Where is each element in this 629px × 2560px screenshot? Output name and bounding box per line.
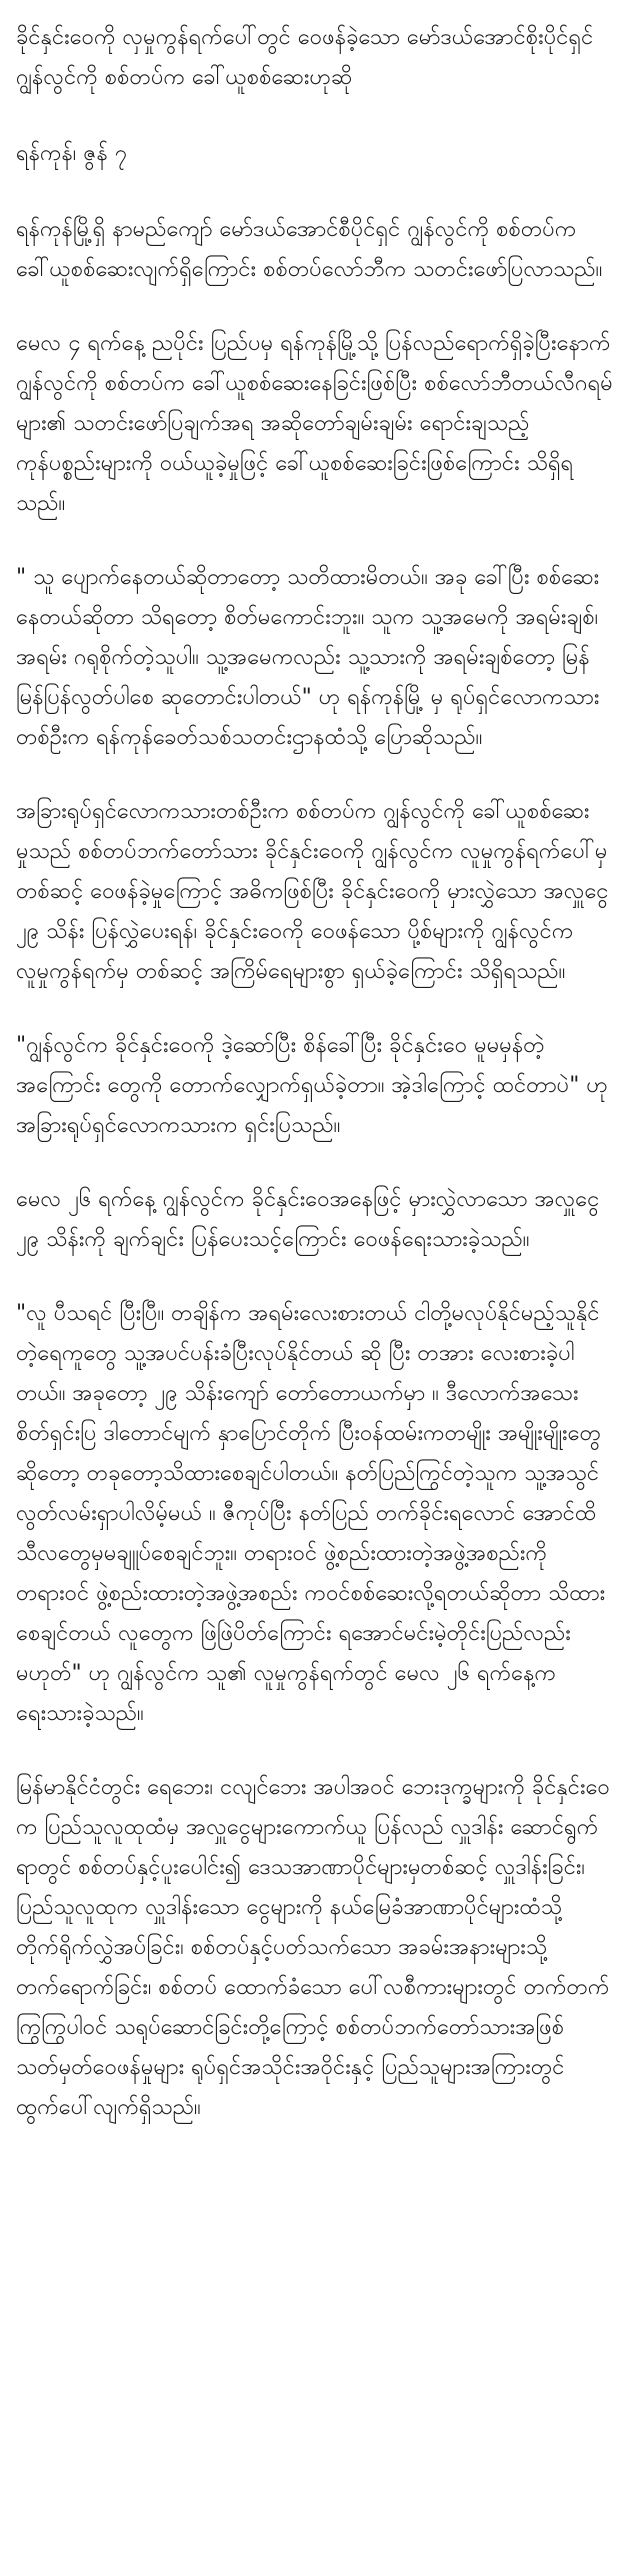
article-paragraph: " သူ ပျောက်နေတယ်ဆိုတာတော့ သတိထားမိတယ်။ အခု ခေါ်ပြီး စစ်ဆေးနေတယ်ဆိုတာ သိရတော့ စိတ်မကောင်းဘူး။ သူက သူ့အမေကို အရမ်းချစ်၊ အရမ်း ဂရုစိုက်တဲ့သူပါ။ သူ့အမေကလည်း သူ့သားကို အရမ်းချစ်တော့ မြန်မြန်ပြန်လွတ်ပါစေ ဆုတောင်းပါတယ်" ဟု ရန်ကုန်မြို့ မှ ရုပ်ရှင်လောကသားတစ်ဦးက ရန်ကုန်ခေတ်သစ်သတင်းဌာနထံသို့ ပြောဆိုသည်။ xyxy=(16,565,600,750)
article-paragraph: မြန်မာနိုင်ငံတွင်း ရေဘေး၊ ငလျင်ဘေး အပါအဝင် ဘေးဒုက္ခများကို ခိုင်နှင်းဝေ က ပြည်သူလူထုထံမှ အလှူငွေများကောက်ယူ ပြန်လည် လှူဒါန်း ဆောင်ရွက်ရာတွင် စစ်တပ်နှင့်ပူးပေါင်း၍ ဒေသအာဏာပိုင်များမှတစ်ဆင့် လှူဒါန်းခြင်း၊ ပြည်သူလူထုက လှူဒါန်းသော ငွေများကို နယ်မြေခံအာဏာပိုင်များထံသို့ တိုက်ရိုက်လွှဲအပ်ခြင်း၊ စစ်တပ်နှင့်ပတ်သက်သော အခမ်းအနားများသို့ တက်ရောက်ခြင်း၊ စစ်တပ် ထောက်ခံသော ပေါ်လစီကားများတွင် တက်တက်ကြွကြွပါဝင် သရုပ်ဆောင်ခြင်းတို့ကြောင့် စစ်တပ်ဘက်တော်သားအဖြစ် သတ်မှတ်ဝေဖန်မှုများ ရုပ်ရှင်အသိုင်းအဝိုင်းနှင့် ပြည်သူများအကြားတွင် ထွက်ပေါ်လျက်ရှိသည်။ xyxy=(16,1775,610,2120)
article-paragraph: ရန်ကုန်မြို့ရှိ နာမည်ကျော် မော်ဒယ်အောင်စီပိုင်ရှင် ဂျွန်လွင်ကို စစ်တပ်က ခေါ်ယူစစ်ဆေးလျက်ရှိကြောင်း စစ်တပ်လော်ဘီက သတင်းဖော်ပြလာသည်။ xyxy=(16,217,603,282)
article-headline: ခိုင်နှင်းဝေကို လှမှုကွန်ရက်ပေါ်တွင် ဝေဖန်ခဲ့သော မော်ဒယ်အောင်စိုးပိုင်ရှင် ဂျွန်လွင်ကို စစ်တပ်က ခေါ်ယူစစ်ဆေးဟုဆို xyxy=(16,25,594,90)
article-paragraph: "လူ ပီသရင် ပြီးပြီ။ တချိန်က အရမ်းလေးစားတယ် ငါတို့မလုပ်နိုင်မည့်သူနိုင်တဲ့ရေကူတွေ သူ့အပင်ပန်းခံပြီးလုပ်နိုင်တယ် ဆို ပြီး တအား လေးစားခဲ့ပါတယ်။ အခုတော့ ၂၉ သိန်းကျော် တော်တောယက်မှာ ။ ဒီလောက်အသေး စိတ်ရှင်းပြ ဒါတောင်မျက် နှာပြောင်တိုက် ပြီးဝန်ထမ်းကတမျိုး အမျိုးမျိုးတွေဆိုတော့ တခုတော့သိထားစေချင်ပါတယ်။ နတ်ပြည်ကြွင်တဲ့သူက သူ့အသွင် လွတ်လမ်းရှာပါလိမ့်မယ် ။ ဇီကုပ်ပြီး နတ်ပြည် တက်ခိုင်းရလောင် အောင်ထိ သီလတွေမှမချူပ်စေချင်ဘူး။ တရားဝင် ဖွဲ့စည်းထားတဲ့အဖွဲ့အစည်းကို တရားဝင် ဖွဲ့စည်းထားတဲ့အဖွဲ့အစည်း ကဝင်စစ်ဆေးလို့ရတယ်ဆိုတာ သိထားစေချင်တယ် လူတွေက ဖြဲဖြဲပိတ်ကြောင်း ရအောင်မင်းမဲ့တိုင်းပြည်လည်းမဟုတ်" ဟု ဂျွန်လွင်က သူ၏ လူမှုကွန်ရက်တွင် မေလ ၂၆ ရက်နေ့က ရေးသားခဲ့သည်။ xyxy=(16,1301,606,1726)
article-dateline: ရန်ကုန်၊ ဇွန် ၇ xyxy=(16,141,128,166)
article-paragraph: အခြားရုပ်ရှင်လောကသားတစ်ဦးက စစ်တပ်က ဂျွန်လွင်ကို ခေါ်ယူစစ်ဆေးမှုသည် စစ်တပ်ဘက်တော်သား ခိုင်နှင်းဝေကို ဂျွန်လွင်က လူမှုကွန်ရက်ပေါ်မှ တစ်ဆင့် ဝေဖန်ခဲ့မှုကြောင့် အဓိကဖြစ်ပြီး ခိုင်နှင်းဝေကို မှားလွှဲသော အလှူငွေ ၂၉ သိန်း ပြန်လွှဲပေးရန်၊ ခိုင်နှင်းဝေကို ဝေဖန်သော ပို့စ်များကို ဂျွန်လွင်က လူမှုကွန်ရက်မှ တစ်ဆင့် အကြိမ်ရေများစွာ ရှယ်ခဲ့ကြောင်း သိရှိရသည်။ xyxy=(16,799,609,984)
article-paragraph: မေလ ၂၆ ရက်နေ့ ဂျွန်လွင်က ခိုင်နှင်းဝေအနေဖြင့် မှားလွှဲလာသော အလှူငွေ ၂၉ သိန်းကို ချက်ချင်း ပြန်ပေးသင့်ကြောင်း ဝေဖန်ရေးသားခဲ့သည်။ xyxy=(16,1187,600,1252)
article-paragraph: မေလ ၄ ရက်နေ့ ညပိုင်း ပြည်ပမှ ရန်ကုန်မြို့သို့ ပြန်လည်ရောက်ရှိခဲ့ပြီးနောက် ဂျွန်လွင်ကို စစ်တပ်က ခေါ်ယူစစ်ဆေးနေခြင်းဖြစ်ပြီး စစ်လော်ဘီတယ်လီဂရမ်များ၏ သတင်းဖော်ပြချက်အရ အဆိုတော်ချမ်းချမ်း ရောင်းချသည့် ကုန်ပစ္စည်းများကို ဝယ်ယူခဲ့မှုဖြင့် ခေါ်ယူစစ်ဆေးခြင်းဖြစ်ကြောင်း သိရှိရသည်။ xyxy=(16,331,613,516)
article-paragraph: "ဂျွန်လွင်က ခိုင်နှင်းဝေကို ဒဲ့ဆော်ပြီး စိန်ခေါ်ပြီး ခိုင်နှင်းဝေ မူမမှန်တဲ့အကြောင်း တွေကို တောက်လျှောက်ရှယ်ခဲ့တာ။ အဲ့ဒါကြောင့် ထင်တာပဲ" ဟု အခြားရုပ်ရှင်လောကသားက ရှင်းပြသည်။ xyxy=(16,1033,608,1138)
